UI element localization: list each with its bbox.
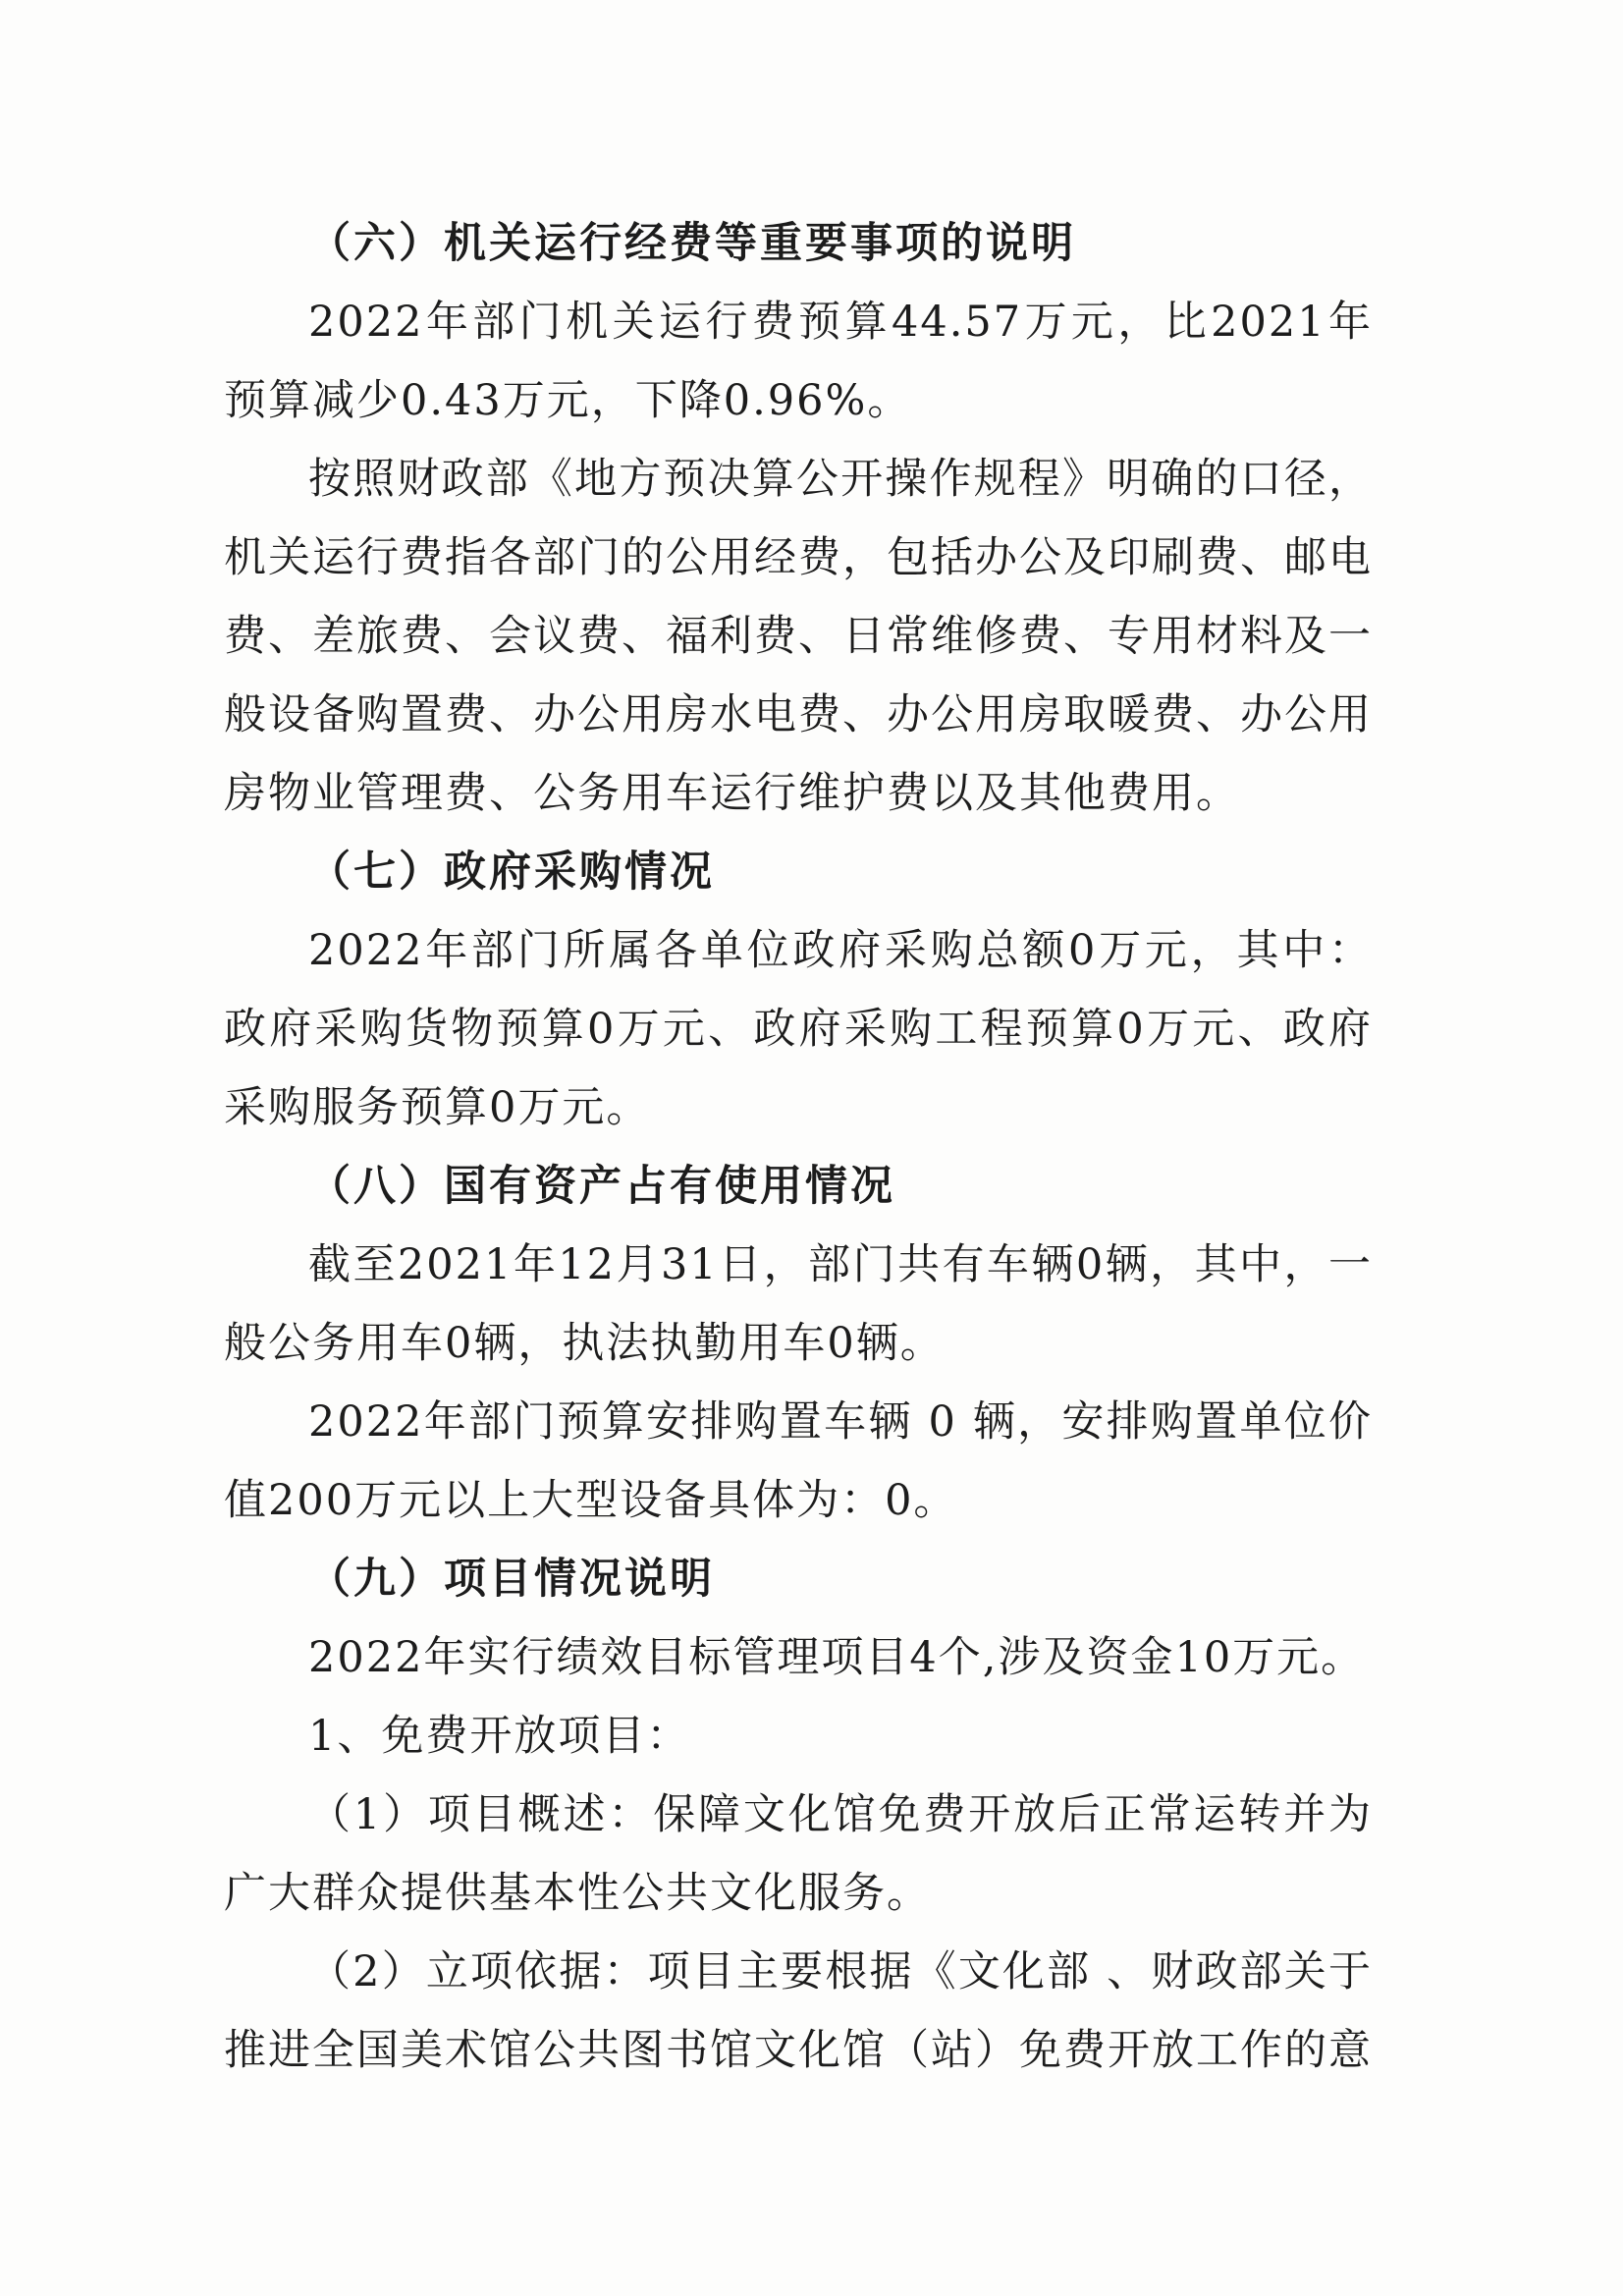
section-heading-6: （六）机关运行经费等重要事项的说明 — [308, 219, 1076, 268]
paragraph-project-overview: （1）项目概述：保障文化馆免费开放后正常运转并为广大群众提供基本性公共文化服务。 — [224, 1790, 1373, 1918]
paragraph-purchase-plan: 2022年部门预算安排购置车辆 0 辆，安排购置单位价值200万元以上大型设备具体为：0。 — [224, 1397, 1373, 1525]
section-heading-9: （九）项目情况说明 — [308, 1555, 715, 1604]
document-body — [224, 204, 1373, 2090]
paragraph-operating-cost-definition: 按照财政部《地方预决算公开操作规程》明确的口径，机关运行费指各部门的公用经费，包括办公及印刷费、邮电费、差旅费、会议费、福利费、日常维修费、专用材料及一般设备购置费、办公用房水电费、办公用房取暖费、办公用房物业管理费、公务用车运行维护费以及其他费用。 — [224, 455, 1373, 818]
paragraph-project-basis: （2）立项依据：项目主要根据《文化部 、财政部关于推进全国美术馆公共图书馆文化馆（站）免费开放工作的意 — [224, 1947, 1373, 2075]
section-heading-7: （七）政府采购情况 — [308, 847, 715, 897]
paragraph-operating-cost: 2022年部门机关运行费预算44.57万元，比2021年预算减少0.43万元，下降0.96%。 — [224, 298, 1373, 425]
paragraph-projects-summary: 2022年实行绩效目标管理项目4个,涉及资金10万元。 — [308, 1633, 1366, 1682]
paragraph-vehicles: 截至2021年12月31日，部门共有车辆0辆，其中，一般公务用车0辆，执法执勤用车0辆。 — [224, 1240, 1373, 1368]
paragraph-procurement: 2022年部门所属各单位政府采购总额0万元，其中：政府采购货物预算0万元、政府采购工程预算0万元、政府采购服务预算0万元。 — [224, 926, 1373, 1132]
section-heading-8: （八）国有资产占有使用情况 — [308, 1162, 895, 1211]
project-item-1: 1、免费开放项目： — [308, 1712, 691, 1761]
